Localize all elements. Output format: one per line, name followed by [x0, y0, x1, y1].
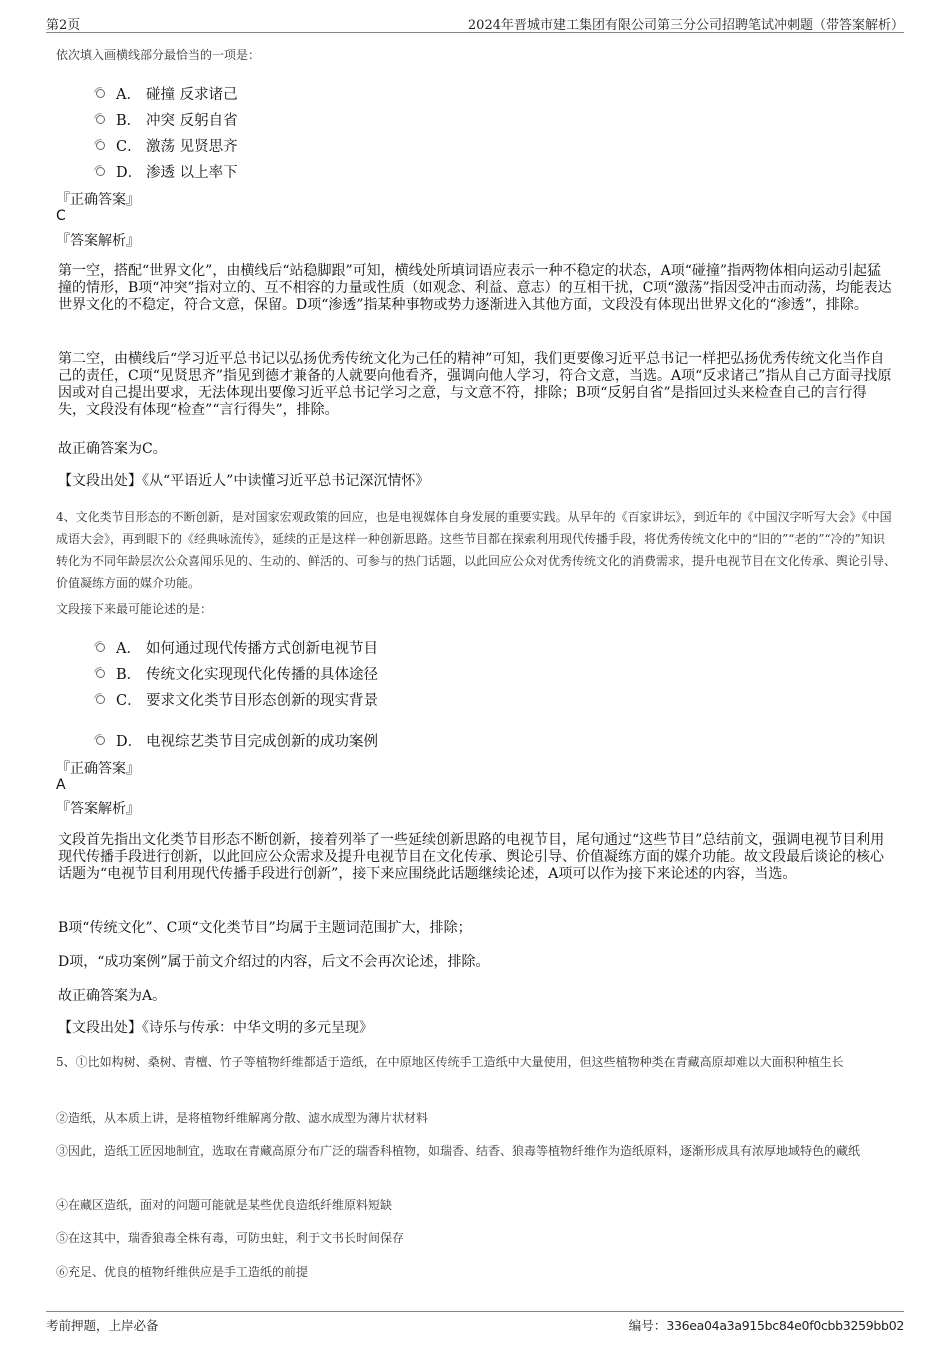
- q4-stem: 4、文化类节目形态的不断创新，是对国家宏观政策的回应，也是电视媒体自身发展的重要实践。从早年的《百家讲坛》，到近年的《中国汉字听写大会》《中国成语大会》，再到眼下的《经典咏流传》，延续的正是这样一种创新思路。这些节目都在探索利用现代传播手段，将优秀传统文化中的“旧的”“老的”“冷的”知识转化为不同年龄层次公众喜闻乐见的、生动的、鲜活的、可参与的热门话题，以此回应公众对优秀传统文化的消费需求，提升电视节目在文化传承、舆论引导、价值凝练方面的媒介功能。: [56, 510, 897, 590]
- option-text: 如何通过现代传播方式创新电视节目: [146, 641, 378, 657]
- document-code: [629, 1316, 904, 1334]
- option-text: 渗透 以上率下: [146, 165, 238, 181]
- q5-item-5: ⑤在这其中，瑞香狼毒全株有毒，可防虫蛀，利于文书长时间保存: [56, 1231, 405, 1245]
- option-text: 激荡 见贤思齐: [146, 139, 238, 155]
- option-text: 要求文化类节目形态创新的现实背景: [146, 693, 378, 709]
- q3-analysis-paragraph-2: 第二空，由横线后“学习近平总书记以弘扬优秀传统文化为己任的精神”可知，我们更要像习近平总书记一样把弘扬优秀传统文化当作自己的责任，C项“见贤思齐”指见到德才兼备的人就要向他看齐，强调向他人学习，符合文意，当选。A项“反求诸己”指从自己方面寻找原因或对自己提出要求，无法体现出要像习近平总书记学习之意，与文意不符，排除；B项“反躬自省”是指回过头来检查自己的言行得失，文段没有体现“检查”“言行得失”，排除。: [58, 351, 892, 418]
- option-letter: B．: [116, 113, 142, 129]
- option-text: 电视综艺类节目完成创新的成功案例: [146, 734, 378, 750]
- q5-item-6: ⑥充足、优良的植物纤维供应是手工造纸的前提: [56, 1265, 309, 1279]
- q4-analysis-paragraph-1: 文段首先指出文化类节目形态不断创新，接着列举了一些延续创新思路的电视节目，尾句通过“这些节目”总结前文，强调电视节目利用现代传播手段进行创新，以此回应公众需求及提升电视节目在文化传承、舆论引导、价值凝练方面的媒介功能。故文段最后谈论的核心话题为“电视节目利用现代传播手段进行创新”，接下来应围绕此话题继续论述，A项可以作为接下来论述的内容，当选。: [58, 832, 885, 882]
- q3-analysis-paragraph-1: 第一空，搭配“世界文化”，由横线后“站稳脚跟”可知，横线处所填词语应表示一种不稳定的状态，A项“碰撞”指两物体相向运动引起猛撞的情形，B项“冲突”指对立的、互不相容的力量或性质（如观念、利益、意志）的互相干扰，C项“激荡”指因受冲击而动荡，均能表达世界文化的不稳定，符合文意，保留。D项“渗透”指某种事物或势力逐渐进入其他方面，文段没有体现出世界文化的“渗透”，排除。: [58, 263, 892, 313]
- q3-analysis-label: 『答案解析』: [56, 233, 140, 249]
- page-footer: [46, 1311, 904, 1336]
- q5-item-3: ③因此，造纸工匠因地制宜，选取在青藏高原分布广泛的瑞香科植物，如瑞香、结香、狼毒等植物纤维作为造纸原料，逐渐形成具有浓厚地域特色的藏纸: [56, 1144, 861, 1158]
- option-letter: A．: [116, 87, 141, 103]
- q5-item-2: ②造纸，从本质上讲，是将植物纤维解离分散、滤水成型为薄片状材料: [56, 1111, 429, 1125]
- code-value: 336ea04a3a915bc84e0f0cbb3259bb02: [666, 1318, 904, 1333]
- q3-conclusion: 故正确答案为C。: [58, 441, 167, 457]
- option-text: 传统文化实现现代化传播的具体途径: [146, 667, 378, 683]
- footer-slogan: 考前押题，上岸必备: [46, 1318, 159, 1333]
- page-header: [46, 12, 904, 33]
- option-text: 冲突 反躬自省: [146, 113, 238, 129]
- option-letter: B．: [116, 667, 142, 683]
- q3-answer: C: [56, 208, 66, 224]
- option-letter: C．: [116, 693, 142, 709]
- q4-analysis-paragraph-3: D项，“成功案例”属于前文介绍过的内容，后文不会再次论述，排除。: [58, 954, 490, 970]
- q4-analysis-paragraph-2: B项“传统文化”、C项“文化类节目”均属于主题词范围扩大，排除；: [58, 920, 472, 936]
- q3-prompt: 依次填入画横线部分最恰当的一项是：: [56, 48, 261, 62]
- q5-item-4: ④在藏区造纸，面对的问题可能就是某些优良造纸纤维原料短缺: [56, 1198, 393, 1212]
- q4-conclusion: 故正确答案为A。: [58, 988, 167, 1004]
- option-text: 碰撞 反求诸己: [146, 87, 238, 103]
- q4-answer: A: [56, 777, 66, 793]
- q5-item-1: 5、①比如构树、桑树、青檀、竹子等植物纤维都适于造纸，在中原地区传统手工造纸中大量使用，但这些植物种类在青藏高原却难以大面积种植生长: [56, 1055, 844, 1069]
- option-letter: A．: [116, 641, 141, 657]
- option-letter: D．: [116, 165, 143, 181]
- document-title: 2024年晋城市建工集团有限公司第三分公司招聘笔试冲刺题（带答案解析）: [467, 18, 904, 33]
- page-number: 第2页: [46, 18, 81, 33]
- option-letter: D．: [116, 734, 143, 750]
- q3-source: 【文段出处】《从“平语近人”中读懂习近平总书记深沉情怀》: [58, 473, 430, 489]
- q4-analysis-label: 『答案解析』: [56, 801, 140, 817]
- code-label: 编号：: [628, 1318, 667, 1333]
- q4-prompt: 文段接下来最可能论述的是：: [56, 602, 213, 616]
- q4-source: 【文段出处】《诗乐与传承：中华文明的多元呈现》: [58, 1020, 373, 1036]
- option-letter: C．: [116, 139, 142, 155]
- q3-answer-label: 『正确答案』: [56, 192, 140, 208]
- q4-answer-label: 『正确答案』: [56, 761, 140, 777]
